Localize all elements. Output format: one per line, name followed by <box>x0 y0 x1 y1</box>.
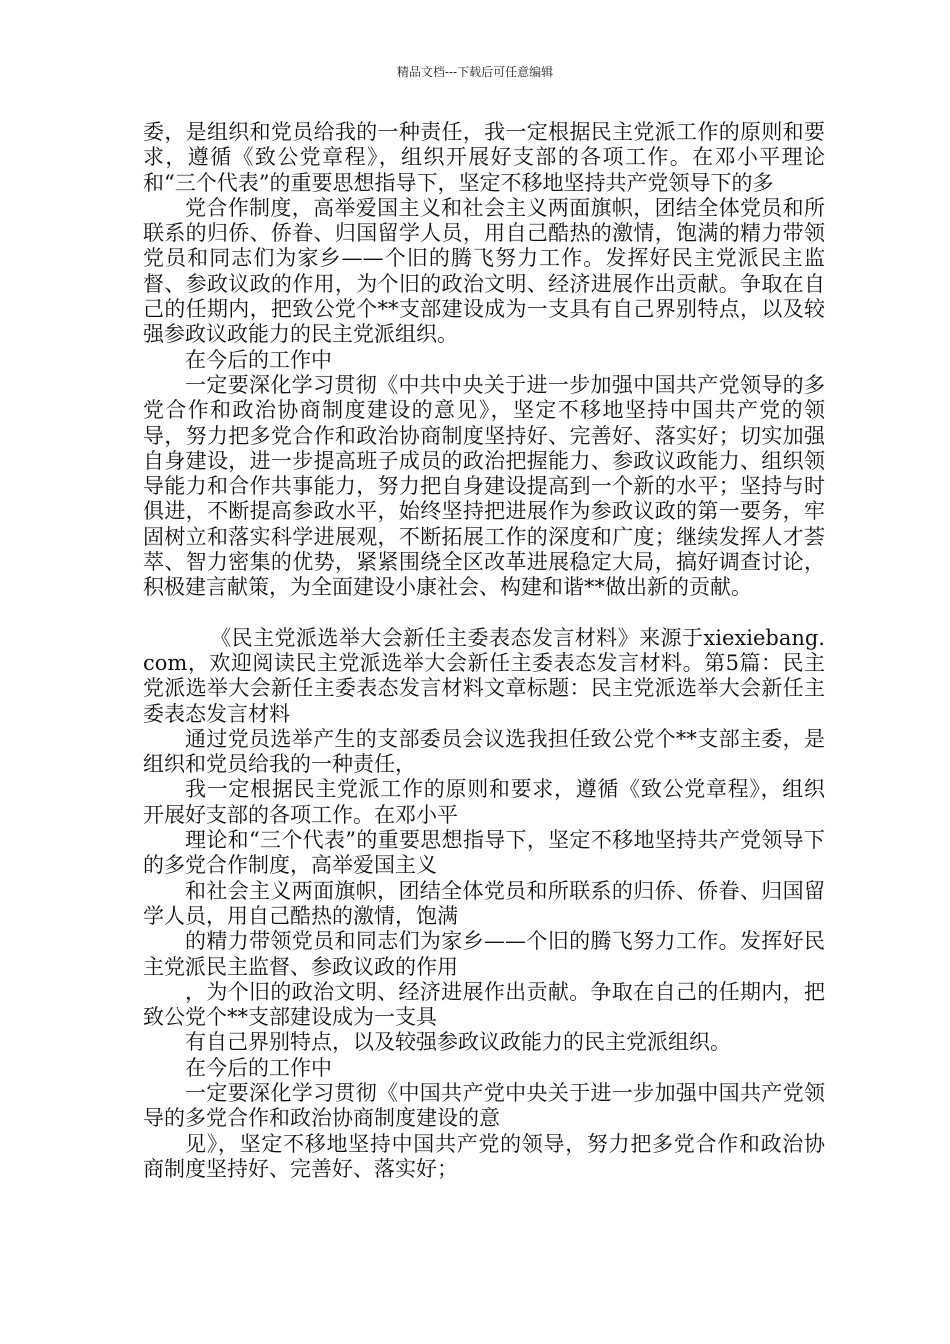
paragraph: 和社会主义两面旗帜，团结全体党员和所联系的归侨、侨眷、归国留学人员，用自己酷热的激情，饱满 <box>143 878 825 928</box>
source-note-paragraph: 《民主党派选举大会新任主委表态发言材料》来源于xiexiebang.com，欢迎阅读民主党派选举大会新任主委表态发言材料。第5篇：民主党派选举大会新任主委表态发言材料文章标题：民主党派选举大会新任主委表态发言材料 <box>143 625 825 726</box>
paragraph: 理论和“三个代表”的重要思想指导下，坚定不移地坚持共产党领导下的多党合作制度，高举爱国主义 <box>143 828 825 878</box>
paragraph: 一定要深化学习贯彻《中共中央关于进一步加强中国共产党领导的多党合作和政治协商制度建设的意见》，坚定不移地坚持中国共产党的领导，努力把多党合作和政治协商制度坚持好、完善好、落实好；切实加强自身建设，进一步提高班子成员的政治把握能力、参政议政能力、组织领导能力和合作共事能力，努力把自身建设提高到一个新的水平；坚持与时俱进，不断提高参政水平，始终坚持把进展作为参政议政的第一要务，牢固树立和落实科学进展观，不断拓展工作的深度和广度；继续发挥人才荟萃、智力密集的优势，紧紧围绕全区改革进展稳定大局，搞好调查讨论，积极建言献策，为全面建设小康社会、构建和谐**做出新的贡献。 <box>143 372 825 600</box>
page-header: 精品文档---下载后可任意编辑 <box>396 65 554 79</box>
paragraph: ，为个旧的政治文明、经济进展作出贡献。争取在自己的任期内，把致公党个**支部建设成为一支具 <box>143 979 825 1030</box>
document-body <box>143 120 825 1182</box>
paragraph: 有自己界别特点，以及较强参政议政能力的民主党派组织。 <box>185 1030 731 1055</box>
paragraph: 一定要深化学习贯彻《中国共产党中央关于进一步加强中国共产党领导的多党合作和政治协商制度建设的意 <box>143 1080 825 1131</box>
paragraph: 在今后的工作中 <box>185 347 332 372</box>
paragraph: 在今后的工作中 <box>185 1055 332 1080</box>
paragraph: 委，是组织和党员给我的一种责任，我一定根据民主党派工作的原则和要求，遵循《致公党章程》，组织开展好支部的各项工作。在邓小平理论和“三个代表”的重要思想指导下，坚定不移地坚持共产党领导下的多 <box>143 120 825 195</box>
paragraph: 见》，坚定不移地坚持中国共产党的领导，努力把多党合作和政治协商制度坚持好、完善好、落实好； <box>143 1131 825 1181</box>
paragraph: 的精力带领党员和同志们为家乡——个旧的腾飞努力工作。发挥好民主党派民主监督、参政议政的作用 <box>143 929 825 979</box>
paragraph: 通过党员选举产生的支部委员会议选我担任致公党个**支部主委，是组织和党员给我的一种责任， <box>143 726 825 777</box>
paragraph: 我一定根据民主党派工作的原则和要求，遵循《致公党章程》，组织开展好支部的各项工作。在邓小平 <box>143 777 825 827</box>
paragraph: 党合作制度，高举爱国主义和社会主义两面旗帜，团结全体党员和所联系的归侨、侨眷、归国留学人员，用自己酷热的激情，饱满的精力带领党员和同志们为家乡——个旧的腾飞努力工作。发挥好民主党派民主监督、参政议政的作用，为个旧的政治文明、经济进展作出贡献。争取在自己的任期内，把致公党个**支部建设成为一支具有自己界别特点，以及较强参政议政能力的民主党派组织。 <box>143 195 825 347</box>
